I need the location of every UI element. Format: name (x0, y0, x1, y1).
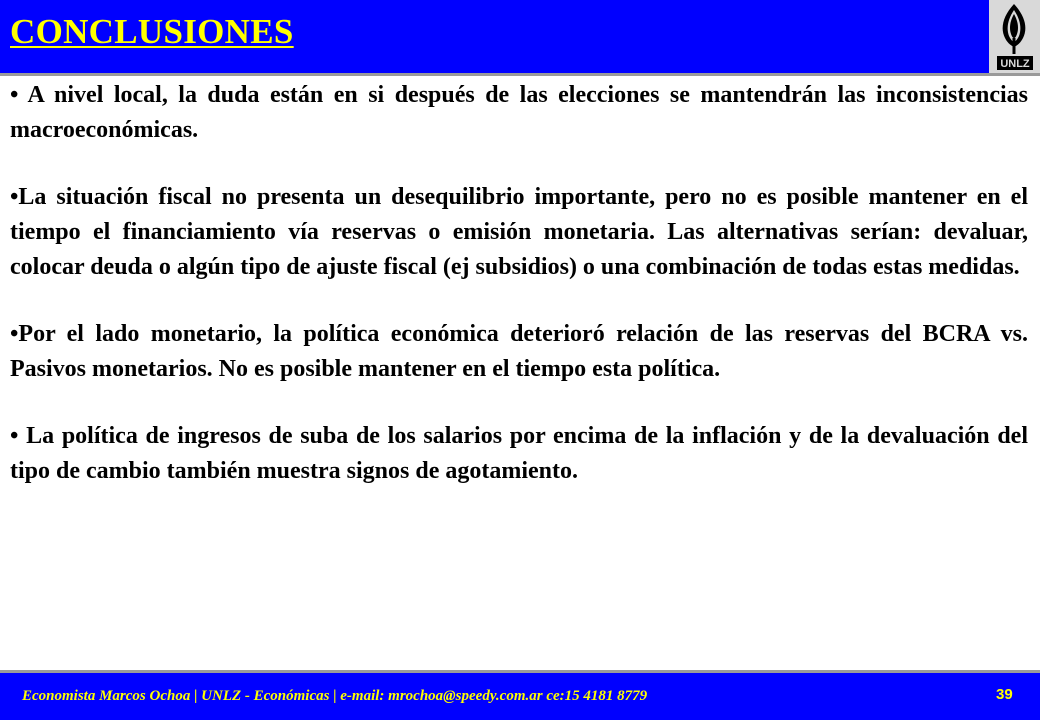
unlz-logo-icon (989, 0, 1040, 73)
bullet-text: La política de ingresos de suba de los salarios por encima de la inflación y de la devaluación del tipo de cambio también muestra signos de agotamiento. (10, 423, 1028, 484)
header-divider (0, 73, 1040, 76)
page-number: 39 (996, 686, 1013, 703)
unlz-logo (989, 0, 1040, 73)
bullet-marker: • (10, 184, 19, 210)
bullet-text: A nivel local, la duda están en si después de las elecciones se mantendrán las inconsistencias macroeconómicas. (10, 82, 1028, 143)
bullet-item (10, 419, 1028, 489)
logo-text: UNLZ (1000, 58, 1030, 70)
bullet-marker: • (10, 423, 19, 449)
bullet-marker: • (10, 321, 19, 347)
content-body (10, 78, 1028, 521)
bullet-item (10, 317, 1028, 387)
bullet-text: La situación fiscal no presenta un desequilibrio importante, pero no es posible mantener en el tiempo el financiamiento vía reservas o emisión monetaria. Las alternativas serían: devaluar, colocar deuda o algún tipo de ajuste fiscal (ej subsidios) o una combinación de todas estas medidas. (10, 184, 1028, 280)
bullet-item (10, 78, 1028, 148)
bullet-marker: • (10, 82, 19, 108)
bullet-text: Por el lado monetario, la política económica deterioró relación de las reservas del BCRA vs. Pasivos monetarios. No es posible mantener en el tiempo esta política. (10, 321, 1028, 382)
slide-title: CONCLUSIONES (10, 12, 294, 51)
footer-credits: Economista Marcos Ochoa | UNLZ - Económicas | e-mail: mrochoa@speedy.com.ar ce:15 4181 8779 (22, 688, 648, 704)
bullet-item (10, 180, 1028, 285)
